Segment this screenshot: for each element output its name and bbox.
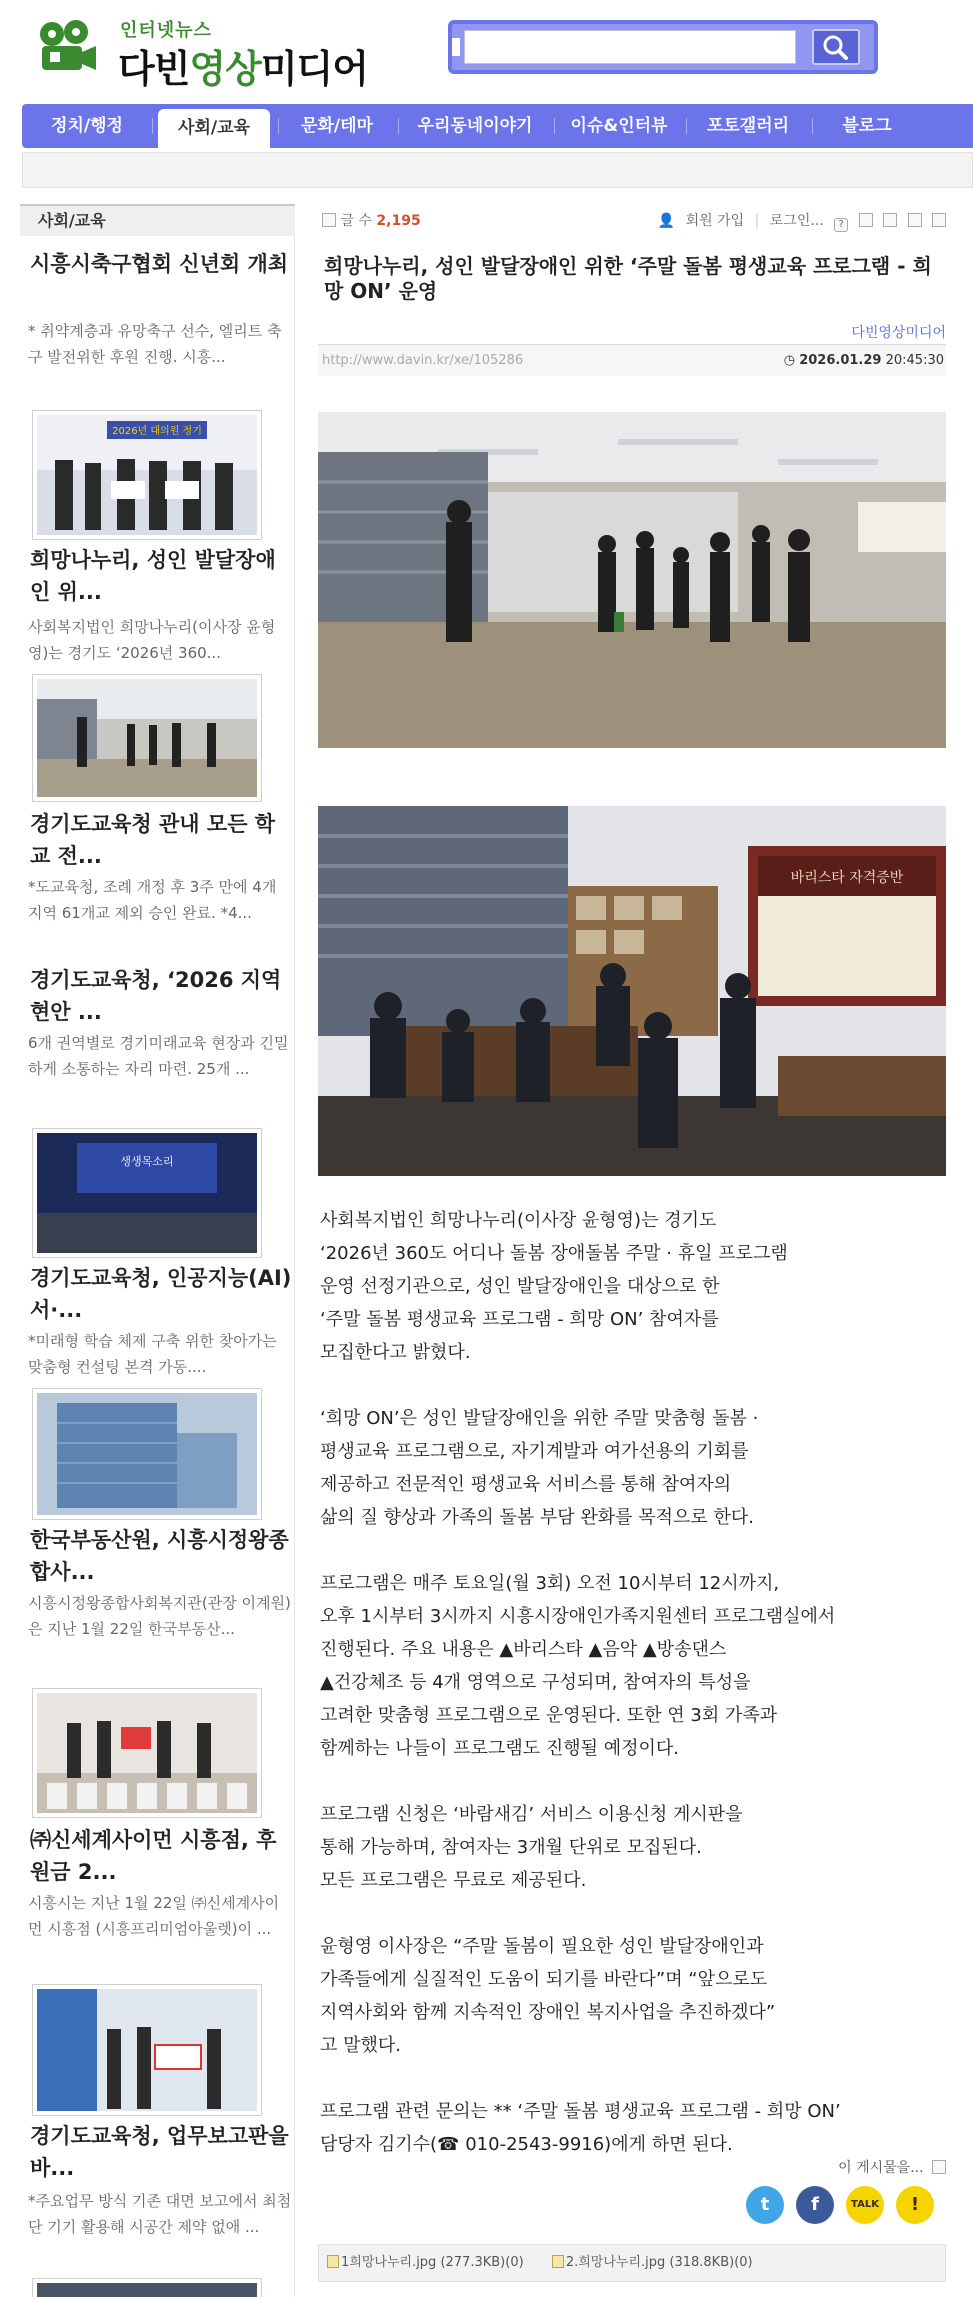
board-toolbar <box>318 204 946 234</box>
search-icon <box>814 31 858 63</box>
share-buttons <box>746 2186 946 2226</box>
login-link[interactable]: 로그인... <box>769 213 824 229</box>
nav-item-neighborhood[interactable]: 우리동네이야기 <box>417 116 533 136</box>
facebook-share-button[interactable]: f <box>796 2186 834 2224</box>
sidebar-article-title[interactable]: 희망나누리, 성인 발달장애인 위... <box>30 548 276 604</box>
sidebar-article-desc: 시흥시정왕종합사회복지관(관장 이계원)은 지난 1월 22일 한국부동산... <box>28 1594 291 1638</box>
sidebar-article-desc: *미래형 학습 체제 구축 위한 찾아가는 맞춤형 컨설팅 본격 가동.... <box>28 1332 277 1376</box>
sidebar-article-desc: 사회복지법인 희망나누리(이사장 윤형영)는 경기도 ‘2026년 360... <box>28 618 276 662</box>
sidebar-article-title[interactable]: 경기도교육청, 인공지능(AI) 서·... <box>30 1266 292 1322</box>
article-meta-bar <box>318 344 946 376</box>
camera-logo-icon <box>36 18 98 78</box>
main-nav <box>22 104 973 148</box>
sidebar-article-thumb[interactable] <box>32 1984 262 2116</box>
sidebar-article-thumb[interactable] <box>32 410 262 540</box>
sidebar-article-title[interactable]: ㈜신세계사이먼 시흥점, 후원금 2... <box>30 1828 277 1884</box>
list-view-icon[interactable] <box>883 213 897 227</box>
article-paragraph: 윤형영 이사장은 “주말 돌봄이 필요한 성인 발달장애인과 가족들에게 실질적인 도움이 되기를 바란다”며 “앞으로도 지역사회와 함께 지속적인 장애인 복지사업을 추진하겠다” 고 말했다. <box>320 1936 776 2056</box>
kakaotalk-share-button[interactable]: TALK <box>846 2186 884 2224</box>
sidebar-article-thumb[interactable] <box>32 674 262 802</box>
sidebar-article-thumb[interactable] <box>32 2278 262 2297</box>
twitter-share-button[interactable]: t <box>746 2186 784 2224</box>
attachment-link[interactable]: 1희망나누리.jpg (277.3KB)(0) <box>327 2255 536 2270</box>
article-date: ◷ 2026.01.29 20:45:30 <box>783 353 944 368</box>
sidebar-article-desc: 6개 권역별로 경기미래교육 현장과 긴밀하게 소통하는 자리 마련. 25개 ... <box>28 1034 289 1078</box>
article-title: 희망나누리, 성인 발달장애인 위한 ‘주말 돌봄 평생교육 프로그램 - 희망 ON’ 운영 <box>324 254 932 303</box>
sidebar-article-title[interactable]: 경기도교육청, ‘2026 지역 현안 ... <box>30 968 282 1024</box>
sidebar <box>20 204 295 2297</box>
site-header <box>0 0 973 100</box>
sidebar-article-thumb[interactable] <box>32 1688 262 1818</box>
rss-icon[interactable] <box>859 213 873 227</box>
sidebar-article-title[interactable]: 경기도교육청 관내 모든 학교 전... <box>30 812 276 868</box>
document-icon <box>322 213 336 227</box>
webzine-view-icon[interactable] <box>908 213 922 227</box>
sidebar-article-thumb[interactable] <box>32 1128 262 1258</box>
article-photo-barista <box>318 806 946 1176</box>
article-thumb-image <box>37 2283 257 2297</box>
logo-subtitle: 인터넷뉴스 <box>120 20 212 41</box>
article-paragraph: 사회복지법인 희망나누리(이사장 윤형영)는 경기도 ‘2026년 360도 어디나 돌봄 장애돌봄 주말 · 휴일 프로그램 운영 선정기관으로, 성인 발달장애인을 대상으로 한 ‘주말 돌봄 평생교육 프로그램 - 희망 ON’ 참여자를 모집한다고 밝혔다. <box>320 1210 788 1363</box>
sub-nav-bar <box>22 152 973 188</box>
search-bar <box>448 20 878 74</box>
group-photo-image <box>37 415 257 535</box>
building-image <box>37 1393 257 1515</box>
post-menu-icon <box>932 2160 946 2174</box>
article-paragraph: 프로그램은 매주 토요일(월 3회) 오전 10시부터 12시까지, 오후 1시부터 3시까지 시흥시장애인가족지원센터 프로그램실에서 진행된다. 주요 내용은 ▲바리스타 ▲음악 ▲방송댄스 ▲건강체조 등 4개 영역으로 구성되며, 참여자의 특성을 고려한 맞춤형 프로그램으로 운영된다. 또한 연 3회 가족과 함께하는 나들이 프로그램도 진행될 예정이다. <box>320 1573 836 1759</box>
post-count: 글 수 2,195 <box>318 210 421 230</box>
dance-class-photo <box>318 412 946 748</box>
file-icon <box>552 2255 564 2268</box>
article-paragraph: 프로그램 관련 문의는 ** ‘주말 돌봄 평생교육 프로그램 - 희망 ON’ 담당자 김기수(☎ 010-2543-9916)에게 하면 된다. <box>320 2101 841 2155</box>
photo-sign-text: 바리스타 자격증반 <box>790 870 904 886</box>
attachments-bar <box>318 2244 946 2282</box>
banner-text: 2026년 대의원 정기 <box>112 426 202 437</box>
article-photo-dance <box>318 412 946 748</box>
nav-item-blog[interactable]: 블로그 <box>842 116 892 136</box>
logo-title: 다빈영상미디어 <box>118 47 368 91</box>
nav-item-politics[interactable]: 정치/행정 <box>51 116 123 136</box>
attachment-link[interactable]: 2.희망나누리.jpg (318.8KB)(0) <box>552 2255 765 2270</box>
sidebar-article-title[interactable]: 시흥시축구협회 신년회 개최 <box>30 252 289 276</box>
article-paragraph: 프로그램 신청은 ‘바람새김’ 서비스 이용신청 게시판을 통해 가능하며, 참여자는 3개월 단위로 모집된다. 모든 프로그램은 무료로 제공된다. <box>320 1804 743 1891</box>
article-author[interactable]: 다빈영상미디어 <box>851 325 946 341</box>
post-actions-link[interactable]: 이 게시물을... <box>838 2157 946 2177</box>
search-button[interactable] <box>812 29 860 65</box>
article-paragraph: ‘희망 ON’은 성인 발달장애인을 위한 주말 맞춤형 돌봄 · 평생교육 프로그램으로, 자기계발과 여가선용의 기회를 제공하고 전문적인 평생교육 서비스를 통해 참여자의 삶의 질 향상과 가족의 돌봄 부담 완화를 목적으로 한다. <box>320 1408 759 1528</box>
clock-icon: ◷ <box>783 353 796 368</box>
sidebar-article-desc: * 취약계층과 유망축구 선수, 엘리트 축구 발전위한 후원 진행. 시흥... <box>28 322 282 366</box>
sidebar-article-desc: *주요업무 방식 기존 대면 보고에서 최첨단 기기 활용해 시공간 제약 없애 ... <box>28 2192 292 2236</box>
kakaostory-share-button[interactable]: ! <box>896 2186 934 2224</box>
search-input[interactable] <box>464 30 796 64</box>
person-icon: 👤 <box>657 213 676 229</box>
sidebar-article-desc: 시흥시는 지난 1월 22일 ㈜신세계사이먼 시흥점 (시흥프리미엄아울렛)이 ... <box>28 1894 280 1938</box>
donation-photo-image <box>37 1693 257 1813</box>
user-links: 👤 회원 가입 | 로그인... ? <box>652 210 946 232</box>
nav-item-issue[interactable]: 이슈&인터뷰 <box>570 116 668 136</box>
join-link[interactable]: 회원 가입 <box>685 213 745 229</box>
article-body <box>320 1204 940 2194</box>
nav-item-culture[interactable]: 문화/테마 <box>301 116 373 136</box>
nav-item-society[interactable]: 사회/교육 <box>158 109 270 148</box>
sidebar-article-title[interactable]: 한국부동산원, 시흥시정왕종합사... <box>30 1528 289 1584</box>
gallery-view-icon[interactable] <box>932 213 946 227</box>
banner-text: 생생목소리 <box>120 1155 174 1168</box>
sidebar-article-title[interactable]: 경기도교육청, 업무보고판을 바... <box>30 2124 289 2180</box>
barista-class-photo <box>318 806 946 1176</box>
article-url[interactable]: http://www.davin.kr/xe/105286 <box>322 353 524 368</box>
file-icon <box>327 2255 339 2268</box>
dance-class-image <box>37 679 257 797</box>
conference-image <box>37 1133 257 1253</box>
check-presentation-image <box>37 1989 257 2111</box>
sidebar-article-desc: *도교육청, 조례 개정 후 3주 만에 4개 지역 61개교 제외 승인 완료. *4... <box>28 878 277 922</box>
help-icon[interactable]: ? <box>834 218 848 232</box>
site-logo[interactable] <box>36 14 396 91</box>
sidebar-article-thumb[interactable] <box>32 1388 262 1520</box>
nav-item-gallery[interactable]: 포토갤러리 <box>706 116 790 136</box>
sidebar-heading: 사회/교육 <box>20 204 295 236</box>
